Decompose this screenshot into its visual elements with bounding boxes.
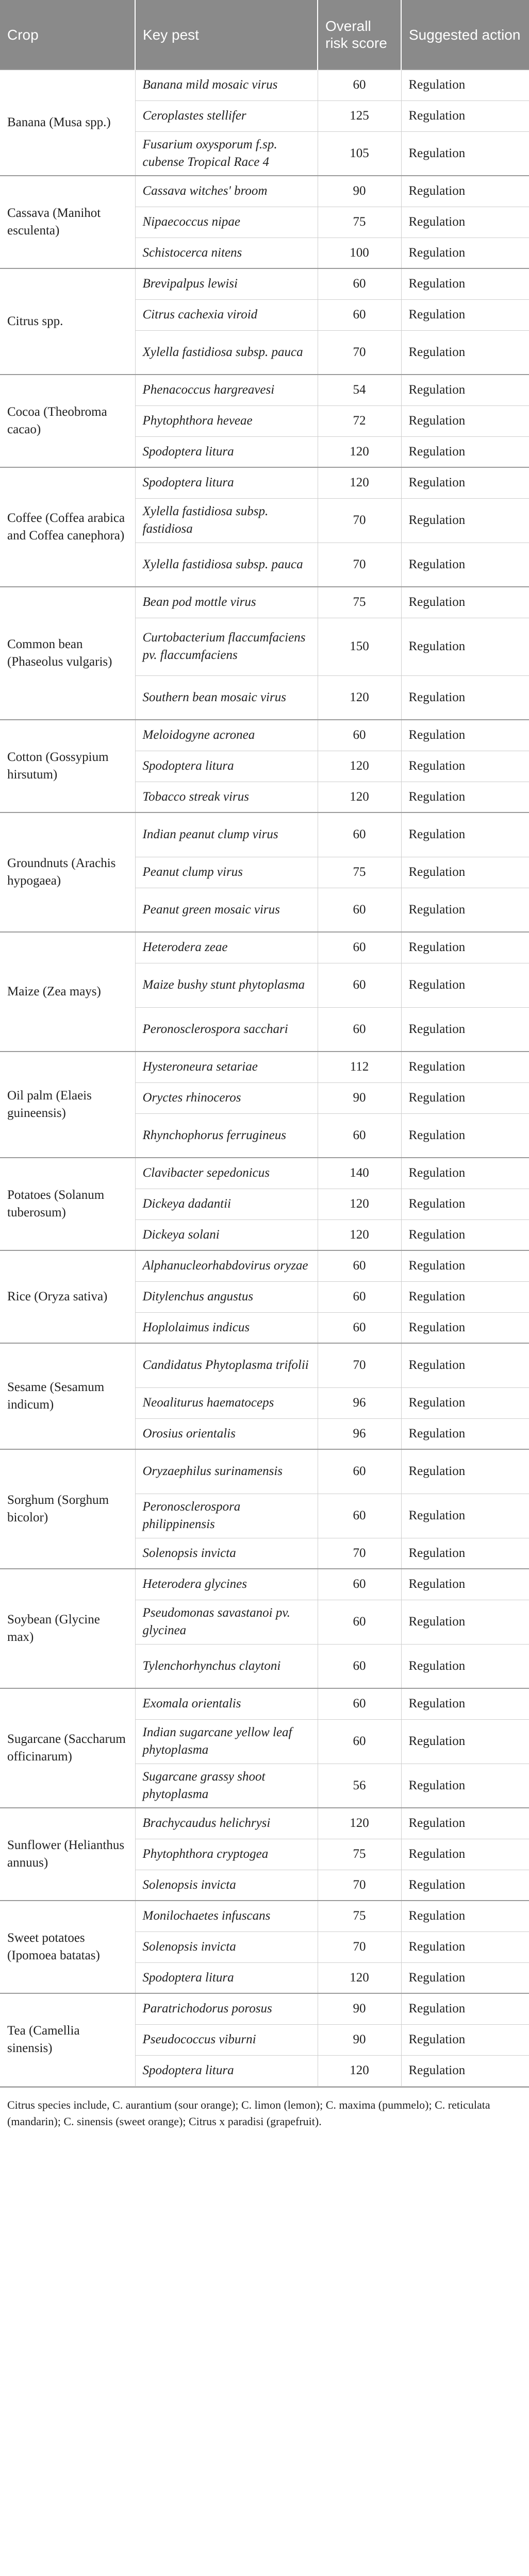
risk-score-cell: 120 — [318, 1219, 401, 1250]
crop-name: Citrus spp. — [7, 314, 63, 328]
risk-score-cell: 60 — [318, 268, 401, 299]
pest-cell: Tobacco streak virus — [135, 782, 318, 812]
action-cell: Regulation — [401, 1158, 529, 1189]
pest-cell: Brevipalpus lewisi — [135, 268, 318, 299]
crop-name: Sorghum — [7, 1493, 55, 1507]
action-cell: Regulation — [401, 618, 529, 675]
table-row — [0, 932, 529, 963]
pest-cell: Pseudococcus viburni — [135, 2024, 318, 2055]
pest-cell: Spodoptera litura — [135, 436, 318, 467]
action-cell: Regulation — [401, 1719, 529, 1764]
table-row — [0, 720, 529, 751]
pest-cell: Citrus cachexia viroid — [135, 299, 318, 330]
pest-cell: Ceroplastes stellifer — [135, 100, 318, 131]
action-cell: Regulation — [401, 1764, 529, 1808]
action-cell: Regulation — [401, 436, 529, 467]
action-cell: Regulation — [401, 1418, 529, 1449]
crop-scientific-name: (Elaeis guineensis) — [7, 1089, 92, 1120]
action-cell: Regulation — [401, 1343, 529, 1387]
risk-score-cell: 60 — [318, 812, 401, 857]
risk-score-cell: 60 — [318, 1113, 401, 1158]
crop-scientific-name: (Helianthus annuus) — [7, 1838, 125, 1870]
table-row — [0, 268, 529, 299]
risk-score-cell: 96 — [318, 1387, 401, 1418]
risk-score-cell: 60 — [318, 1644, 401, 1688]
risk-score-cell: 60 — [318, 1600, 401, 1644]
pest-cell: Phytophthora cryptogea — [135, 1839, 318, 1870]
action-cell: Regulation — [401, 857, 529, 888]
crop-name: Coffee — [7, 511, 42, 525]
crop-cell — [0, 375, 135, 467]
pest-cell: Solenopsis invicta — [135, 1931, 318, 1962]
crop-scientific-name: (Camellia sinensis) — [7, 2024, 80, 2056]
risk-score-cell: 60 — [318, 1688, 401, 1719]
action-cell: Regulation — [401, 1449, 529, 1494]
pest-cell: Hoplolaimus indicus — [135, 1312, 318, 1343]
pest-cell: Exomala orientalis — [135, 1688, 318, 1719]
crop-scientific-name: (Theobroma cacao) — [7, 405, 107, 436]
action-cell: Regulation — [401, 1931, 529, 1962]
risk-score-cell: 70 — [318, 498, 401, 543]
risk-score-cell: 60 — [318, 1007, 401, 1052]
crop-scientific-name: (Oryza sativa) — [34, 1290, 108, 1303]
action-cell: Regulation — [401, 1494, 529, 1538]
crop-cell — [0, 1901, 135, 1993]
action-cell: Regulation — [401, 1189, 529, 1219]
pest-cell: Pseudomonas savastanoi pv. glycinea — [135, 1600, 318, 1644]
risk-score-cell: 60 — [318, 888, 401, 932]
crop-cell — [0, 1250, 135, 1343]
risk-score-cell: 75 — [318, 1901, 401, 1931]
table-row — [0, 1901, 529, 1931]
risk-score-cell: 90 — [318, 1993, 401, 2024]
crop-scientific-name: (Coffea arabica and Coffea canephora) — [7, 511, 125, 543]
action-cell: Regulation — [401, 100, 529, 131]
crop-name: Potatoes — [7, 1188, 51, 1202]
crop-cell — [0, 1343, 135, 1449]
action-cell: Regulation — [401, 1250, 529, 1281]
table-row — [0, 1343, 529, 1387]
action-cell: Regulation — [401, 1082, 529, 1113]
action-cell: Regulation — [401, 812, 529, 857]
risk-score-cell: 96 — [318, 1418, 401, 1449]
crop-name: Maize — [7, 985, 40, 998]
table-row — [0, 375, 529, 405]
header-crop: Crop — [0, 0, 135, 70]
action-cell: Regulation — [401, 1052, 529, 1082]
action-cell: Regulation — [401, 963, 529, 1007]
action-cell: Regulation — [401, 1007, 529, 1052]
pest-cell: Xylella fastidiosa subsp. pauca — [135, 330, 318, 375]
header-risk-score: Overall risk score — [318, 0, 401, 70]
action-cell: Regulation — [401, 1113, 529, 1158]
risk-score-cell: 125 — [318, 100, 401, 131]
pest-cell: Dickeya solani — [135, 1219, 318, 1250]
table-row — [0, 70, 529, 100]
action-cell: Regulation — [401, 1387, 529, 1418]
risk-score-cell: 60 — [318, 1250, 401, 1281]
pest-cell: Oryctes rhinoceros — [135, 1082, 318, 1113]
action-cell: Regulation — [401, 1644, 529, 1688]
pest-cell: Spodoptera litura — [135, 1962, 318, 1993]
action-cell: Regulation — [401, 587, 529, 618]
crop-name: Cotton — [7, 750, 43, 764]
risk-score-cell: 90 — [318, 1082, 401, 1113]
pest-cell: Monilochaetes infuscans — [135, 1901, 318, 1931]
pest-cell: Banana mild mosaic virus — [135, 70, 318, 100]
crop-scientific-name: (Arachis hypogaea) — [7, 856, 116, 888]
risk-score-cell: 120 — [318, 675, 401, 720]
action-cell: Regulation — [401, 299, 529, 330]
crop-name: Tea — [7, 2024, 26, 2038]
pest-cell: Orosius orientalis — [135, 1418, 318, 1449]
pest-cell: Meloidogyne acronea — [135, 720, 318, 751]
table-row — [0, 1052, 529, 1082]
risk-score-cell: 120 — [318, 751, 401, 782]
pest-cell: Xylella fastidiosa subsp. pauca — [135, 543, 318, 587]
crop-scientific-name: (Zea mays) — [42, 985, 101, 998]
action-cell: Regulation — [401, 751, 529, 782]
pest-cell: Ditylenchus angustus — [135, 1281, 318, 1312]
action-cell: Regulation — [401, 1993, 529, 2024]
pest-cell: Heterodera zeae — [135, 932, 318, 963]
action-cell: Regulation — [401, 176, 529, 207]
risk-score-cell: 120 — [318, 782, 401, 812]
table-row — [0, 1250, 529, 1281]
action-cell: Regulation — [401, 1870, 529, 1901]
crop-scientific-name: (Glycine max) — [7, 1613, 100, 1644]
action-cell: Regulation — [401, 131, 529, 176]
crop-cell — [0, 176, 135, 268]
crop-cell — [0, 1052, 135, 1158]
risk-score-cell: 75 — [318, 587, 401, 618]
risk-score-cell: 150 — [318, 618, 401, 675]
action-cell: Regulation — [401, 1281, 529, 1312]
risk-score-cell: 70 — [318, 330, 401, 375]
crop-cell — [0, 720, 135, 812]
crop-scientific-name: (Solanum tuberosum) — [7, 1188, 105, 1219]
pest-cell: Tylenchorhynchus claytoni — [135, 1644, 318, 1688]
crop-scientific-name: (Musa spp.) — [49, 115, 111, 129]
pest-cell: Fusarium oxysporum f.sp. cubense Tropical Race 4 — [135, 131, 318, 176]
risk-score-cell: 120 — [318, 467, 401, 498]
action-cell: Regulation — [401, 543, 529, 587]
risk-score-cell: 60 — [318, 1312, 401, 1343]
pest-cell: Brachycaudus helichrysi — [135, 1808, 318, 1839]
table-row — [0, 176, 529, 207]
pest-cell: Schistocerca nitens — [135, 238, 318, 268]
risk-score-cell: 60 — [318, 1569, 401, 1600]
pest-cell: Phytophthora heveae — [135, 405, 318, 436]
pest-cell: Paratrichodorus porosus — [135, 1993, 318, 2024]
crop-cell — [0, 1569, 135, 1688]
crop-name: Sunflower — [7, 1838, 61, 1852]
risk-score-cell: 56 — [318, 1764, 401, 1808]
crop-scientific-name: (Phaseolus vulgaris) — [7, 655, 112, 669]
risk-score-cell: 60 — [318, 1719, 401, 1764]
action-cell: Regulation — [401, 238, 529, 268]
action-cell: Regulation — [401, 330, 529, 375]
risk-score-cell: 112 — [318, 1052, 401, 1082]
crop-name: Soybean — [7, 1613, 52, 1626]
action-cell: Regulation — [401, 932, 529, 963]
risk-score-cell: 120 — [318, 1189, 401, 1219]
crop-cell — [0, 1449, 135, 1569]
crop-cell — [0, 70, 135, 176]
action-cell: Regulation — [401, 2024, 529, 2055]
action-cell: Regulation — [401, 1219, 529, 1250]
risk-score-cell: 60 — [318, 963, 401, 1007]
pest-cell: Spodoptera litura — [135, 751, 318, 782]
risk-score-cell: 120 — [318, 1962, 401, 1993]
action-cell: Regulation — [401, 1569, 529, 1600]
crop-scientific-name: (Sorghum bicolor) — [7, 1493, 109, 1524]
pest-cell: Sugarcane grassy shoot phytoplasma — [135, 1764, 318, 1808]
pest-cell: Peronosclerospora philippinensis — [135, 1494, 318, 1538]
action-cell: Regulation — [401, 375, 529, 405]
table-row — [0, 1449, 529, 1494]
risk-score-cell: 70 — [318, 1931, 401, 1962]
action-cell: Regulation — [401, 675, 529, 720]
action-cell: Regulation — [401, 888, 529, 932]
crop-cell — [0, 587, 135, 720]
pest-cell: Solenopsis invicta — [135, 1870, 318, 1901]
action-cell: Regulation — [401, 405, 529, 436]
risk-score-cell: 105 — [318, 131, 401, 176]
risk-score-cell: 60 — [318, 70, 401, 100]
action-cell: Regulation — [401, 1688, 529, 1719]
risk-score-cell: 100 — [318, 238, 401, 268]
risk-score-cell: 75 — [318, 1839, 401, 1870]
risk-score-cell: 54 — [318, 375, 401, 405]
crop-scientific-name: (Manihot esculenta) — [7, 206, 101, 238]
header-row — [0, 0, 529, 70]
crop-name: Sugarcane — [7, 1732, 61, 1746]
risk-score-cell: 60 — [318, 932, 401, 963]
table-row — [0, 1688, 529, 1719]
table-row — [0, 1808, 529, 1839]
pest-cell: Rhynchophorus ferrugineus — [135, 1113, 318, 1158]
crop-cell — [0, 1993, 135, 2086]
crop-cell — [0, 1808, 135, 1901]
pest-cell: Nipaecoccus nipae — [135, 207, 318, 238]
pest-cell: Peanut green mosaic virus — [135, 888, 318, 932]
action-cell: Regulation — [401, 1538, 529, 1569]
action-cell: Regulation — [401, 2055, 529, 2086]
crop-name: Sesame — [7, 1380, 47, 1394]
crop-cell — [0, 812, 135, 932]
action-cell: Regulation — [401, 1839, 529, 1870]
pest-cell: Xylella fastidiosa subsp. fastidiosa — [135, 498, 318, 543]
risk-score-cell: 70 — [318, 1870, 401, 1901]
table-row — [0, 467, 529, 498]
table-row — [0, 1569, 529, 1600]
risk-score-cell: 75 — [318, 857, 401, 888]
risk-score-cell: 140 — [318, 1158, 401, 1189]
crop-cell — [0, 1158, 135, 1250]
crop-name: Banana — [7, 115, 46, 129]
pest-cell: Clavibacter sepedonicus — [135, 1158, 318, 1189]
action-cell: Regulation — [401, 207, 529, 238]
action-cell: Regulation — [401, 782, 529, 812]
crop-cell — [0, 1688, 135, 1808]
crop-name: Rice — [7, 1290, 31, 1303]
pest-cell: Peronosclerospora sacchari — [135, 1007, 318, 1052]
pest-cell: Indian peanut clump virus — [135, 812, 318, 857]
action-cell: Regulation — [401, 268, 529, 299]
action-cell: Regulation — [401, 1600, 529, 1644]
crop-name: Groundnuts — [7, 856, 69, 870]
risk-score-cell: 120 — [318, 2055, 401, 2086]
table-footnote: Citrus species include, C. aurantium (sour orange); C. limon (lemon); C. maxima (pummelo); C. reticulata (mandarin); C. sinensis (sweet orange); Citrus x paradisi (grapefruit). — [0, 2087, 529, 2130]
pest-cell: Peanut clump virus — [135, 857, 318, 888]
pest-cell: Candidatus Phytoplasma trifolii — [135, 1343, 318, 1387]
risk-score-cell: 72 — [318, 405, 401, 436]
header-suggested-action: Suggested action — [401, 0, 529, 70]
pest-cell: Southern bean mosaic virus — [135, 675, 318, 720]
risk-score-cell: 90 — [318, 2024, 401, 2055]
risk-score-cell: 70 — [318, 1538, 401, 1569]
crop-scientific-name: (Ipomoea batatas) — [7, 1948, 100, 1962]
crop-name: Cocoa — [7, 405, 40, 419]
header-key-pest: Key pest — [135, 0, 318, 70]
action-cell: Regulation — [401, 1962, 529, 1993]
pest-cell: Maize bushy stunt phytoplasma — [135, 963, 318, 1007]
risk-score-cell: 75 — [318, 207, 401, 238]
pest-cell: Alphanucleorhabdovirus oryzae — [135, 1250, 318, 1281]
table-row — [0, 587, 529, 618]
crop-cell — [0, 932, 135, 1052]
table-row — [0, 1158, 529, 1189]
action-cell: Regulation — [401, 70, 529, 100]
action-cell: Regulation — [401, 498, 529, 543]
risk-score-cell: 60 — [318, 1449, 401, 1494]
action-cell: Regulation — [401, 1808, 529, 1839]
risk-score-cell: 60 — [318, 299, 401, 330]
pest-cell: Phenacoccus hargreavesi — [135, 375, 318, 405]
pest-cell: Indian sugarcane yellow leaf phytoplasma — [135, 1719, 318, 1764]
risk-score-cell: 120 — [318, 1808, 401, 1839]
crop-name: Common bean — [7, 637, 83, 651]
crop-scientific-name: (Gossypium hirsutum) — [7, 750, 109, 782]
pest-cell: Spodoptera litura — [135, 2055, 318, 2086]
crop-scientific-name: (Sesamum indicum) — [7, 1380, 105, 1412]
risk-score-cell: 60 — [318, 1281, 401, 1312]
pest-cell: Solenopsis invicta — [135, 1538, 318, 1569]
risk-score-cell: 70 — [318, 1343, 401, 1387]
table-row — [0, 812, 529, 857]
pest-cell: Dickeya dadantii — [135, 1189, 318, 1219]
pest-cell: Spodoptera litura — [135, 467, 318, 498]
pest-cell: Heterodera glycines — [135, 1569, 318, 1600]
risk-score-cell: 60 — [318, 720, 401, 751]
action-cell: Regulation — [401, 1901, 529, 1931]
risk-score-cell: 90 — [318, 176, 401, 207]
pest-cell: Neoaliturus haematoceps — [135, 1387, 318, 1418]
risk-score-cell: 70 — [318, 543, 401, 587]
table-body — [0, 70, 529, 2086]
crop-scientific-name: (Saccharum officinarum) — [7, 1732, 126, 1764]
pest-cell: Hysteroneura setariae — [135, 1052, 318, 1082]
crop-cell — [0, 467, 135, 587]
crop-cell — [0, 268, 135, 375]
crop-name: Sweet potatoes — [7, 1931, 85, 1945]
crop-name: Cassava — [7, 206, 49, 220]
pest-cell: Bean pod mottle virus — [135, 587, 318, 618]
action-cell: Regulation — [401, 467, 529, 498]
crop-name: Oil palm — [7, 1089, 53, 1103]
risk-score-cell: 60 — [318, 1494, 401, 1538]
pest-cell: Curtobacterium flaccumfaciens pv. flaccumfaciens — [135, 618, 318, 675]
pest-cell: Oryzaephilus surinamensis — [135, 1449, 318, 1494]
action-cell: Regulation — [401, 1312, 529, 1343]
action-cell: Regulation — [401, 720, 529, 751]
risk-score-cell: 120 — [318, 436, 401, 467]
pest-cell: Cassava witches' broom — [135, 176, 318, 207]
table-row — [0, 1993, 529, 2024]
